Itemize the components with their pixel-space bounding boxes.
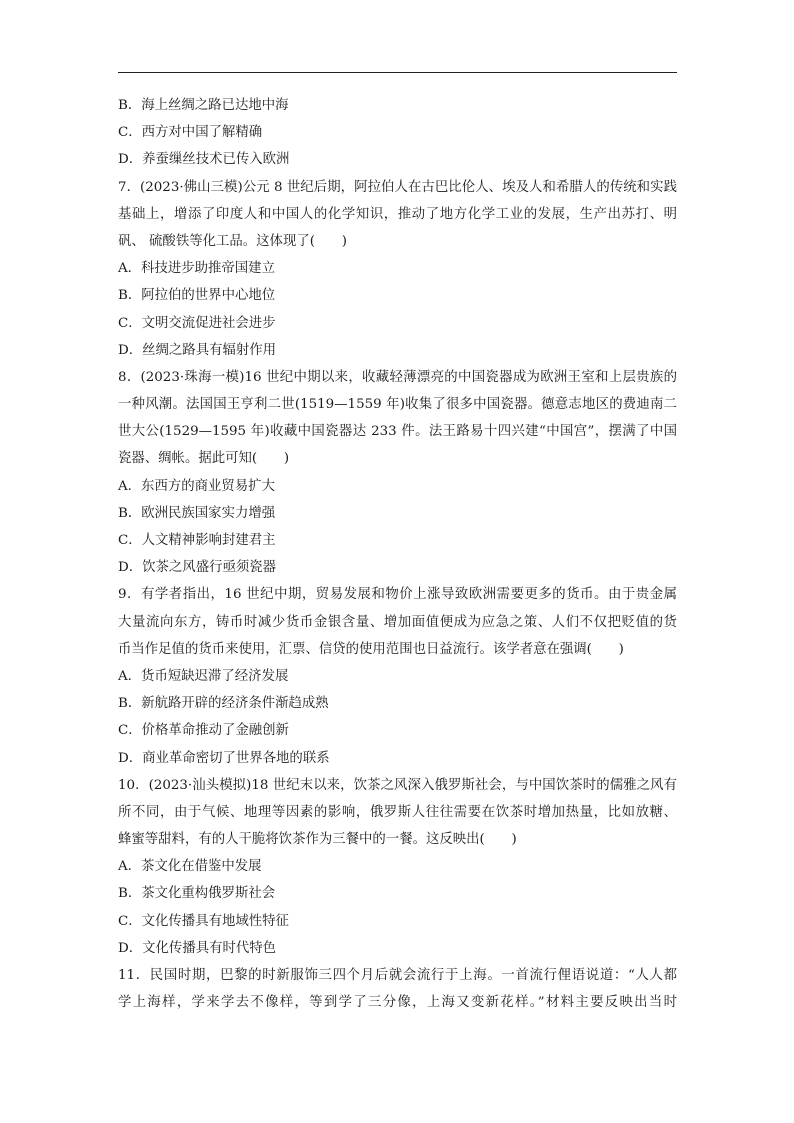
question-10-stem-line: 所不同，由于气候、地理等因素的影响，俄罗斯人往往需要在饮茶时增加热量，比如放糖、: [118, 804, 677, 820]
question-10-option-b: B．茶文化重构俄罗斯社会: [118, 886, 276, 902]
question-10-option-a: A．茶文化在借鉴中发展: [118, 859, 262, 875]
question-10-stem-line: 10．(2023·汕头模拟)18 世纪末以来，饮茶之风深入俄罗斯社会，与中国饮茶时的儒雅之风有: [118, 777, 677, 793]
question-7: [118, 174, 677, 364]
question-11-stem-line: 学上海样，学来学去不像样，等到学了三分像，上海又变新花样。”材料主要反映出当时: [118, 995, 677, 1011]
question-8-option-d: D．饮茶之风盛行亟须瓷器: [118, 560, 277, 576]
option-d: D．养蚕缫丝技术已传入欧洲: [118, 152, 290, 168]
question-10-option-c: C．文化传播具有地域性特征: [118, 913, 289, 929]
question-10-stem-line: 蜂蜜等甜料，有的人干脆将饮茶作为三餐中的一餐。这反映出( ): [118, 832, 517, 848]
question-9-stem-line: 币当作足值的货币来使用，汇票、信贷的使用范围也日益流行。该学者意在强调( ): [118, 641, 624, 657]
question-8-option-a: A．东西方的商业贸易扩大: [118, 478, 275, 494]
question-7-stem-line: 7．(2023·佛山三模)公元 8 世纪后期，阿拉伯人在古巴比伦人、埃及人和希腊人的传统和实践: [118, 179, 677, 195]
question-9: [118, 581, 677, 771]
page-content: [118, 92, 677, 1016]
question-11-stem-line: 11．民国时期，巴黎的时新服饰三四个月后就会流行于上海。一首流行俚语说道：“人人都: [118, 968, 677, 983]
question-9-option-a: A．货币短缺迟滞了经济发展: [118, 668, 289, 684]
question-9-option-b: B．新航路开辟的经济条件渐趋成熟: [118, 696, 329, 712]
question-9-option-c: C．价格革命推动了金融创新: [118, 723, 289, 739]
question-7-stem-line: 基础上，增添了印度人和中国人的化学知识，推动了地方化学工业的发展，生产出苏打、明: [118, 206, 677, 222]
continued-options: [118, 92, 677, 174]
question-8-stem-line: 8．(2023·珠海一模)16 世纪中期以来，收藏轻薄漂亮的中国瓷器成为欧洲王室和上层贵族的: [118, 369, 677, 385]
question-8-stem-line: 一种风潮。法国国王亨利二世(1519—1559 年)收集了很多中国瓷器。德意志地区的费迪南二: [118, 397, 677, 413]
option-c: C．西方对中国了解精确: [118, 125, 263, 141]
question-9-stem-line: 大量流向东方，铸币时减少货币金银含量、增加面值便成为应急之策、人们不仅把贬值的货: [118, 614, 677, 630]
question-8-stem-line: 瓷器、绸帐。据此可知( ): [118, 451, 290, 467]
question-7-option-d: D．丝绸之路具有辐射作用: [118, 342, 277, 358]
question-8-option-c: C．人文精神影响封建君主: [118, 533, 276, 548]
question-7-option-a: A．科技进步助推帝国建立: [118, 261, 275, 277]
question-8-option-b: B．欧洲民族国家实力增强: [118, 505, 276, 521]
question-7-stem-line: 矾、 硫酸铁等化工品。这体现了( ): [118, 233, 347, 249]
header-rule: [118, 72, 677, 73]
question-8-stem-line: 世大公(1529—1595 年)收藏中国瓷器达 233 件。法王路易十四兴建“中国宫”，摆满了中国: [118, 424, 677, 440]
question-9-stem-line: 9．有学者指出，16 世纪中期，贸易发展和物价上涨导致欧洲需要更多的货币。由于贵金属: [118, 587, 677, 603]
question-9-option-d: D．商业革命密切了世界各地的联系: [118, 750, 330, 766]
question-10: [118, 772, 677, 962]
option-b: B．海上丝绸之路已达地中海: [118, 98, 289, 113]
question-7-option-b: B．阿拉伯的世界中心地位: [118, 288, 276, 304]
question-7-option-c: C．文明交流促进社会进步: [118, 315, 276, 331]
question-10-option-d: D．文化传播具有时代特色: [118, 940, 277, 956]
question-8: [118, 364, 677, 582]
question-11: [118, 962, 677, 1016]
